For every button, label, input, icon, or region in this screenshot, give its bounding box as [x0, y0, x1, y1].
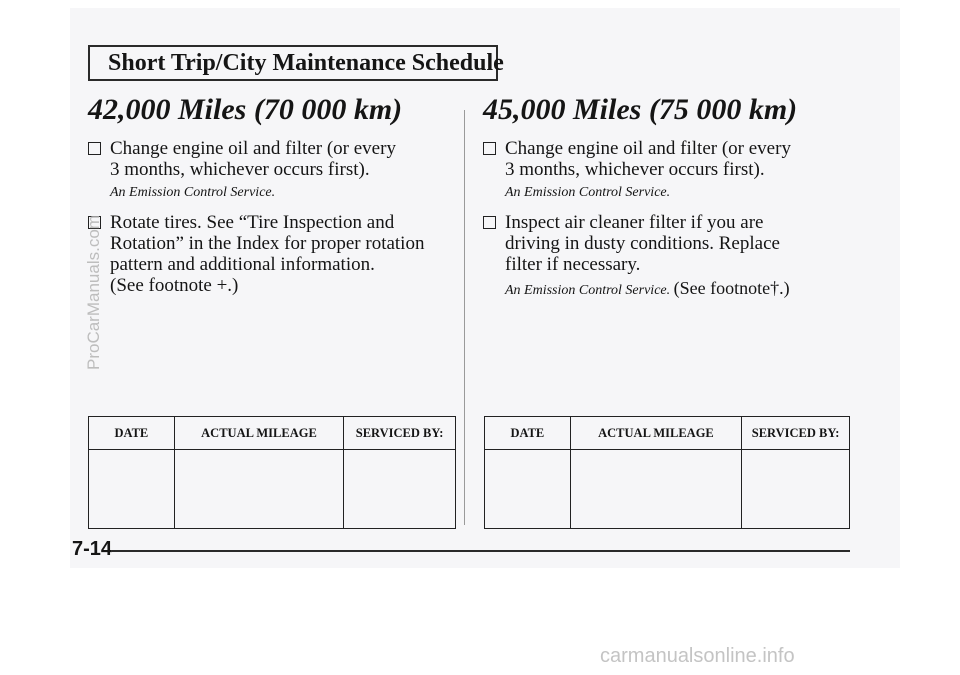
item-line: 3 months, whichever occurs first).	[110, 159, 370, 180]
item-line: Inspect air cleaner filter if you are	[505, 212, 764, 233]
date-cell[interactable]	[485, 450, 571, 529]
date-header: DATE	[89, 417, 175, 450]
checkbox-icon[interactable]	[483, 216, 496, 229]
item-line: (See footnote +.)	[110, 275, 239, 296]
item-line: Rotation” in the Index for proper rotation	[110, 233, 425, 254]
item-line: driving in dusty conditions. Replace	[505, 233, 780, 254]
left-item-tires	[88, 212, 448, 296]
serviced-by-header: SERVICED BY:	[742, 417, 850, 450]
mileage-cell[interactable]	[174, 450, 343, 529]
item-line: Rotate tires. See “Tire Inspection and	[110, 212, 395, 233]
left-item-oil	[88, 138, 448, 180]
right-service-record-table	[484, 416, 850, 529]
item-line: Change engine oil and filter (or every	[110, 138, 396, 159]
footnote-ref: (See footnote†.)	[673, 278, 790, 298]
page-number: 7-14	[72, 538, 113, 560]
checkbox-icon[interactable]	[483, 142, 496, 155]
mileage-cell[interactable]	[570, 450, 741, 529]
left-mileage-heading: 42,000 Miles (70 000 km)	[88, 93, 403, 126]
emission-note: An Emission Control Service.	[505, 185, 671, 200]
date-cell[interactable]	[89, 450, 175, 529]
emission-note-text: An Emission Control Service.	[505, 283, 671, 298]
actual-mileage-header: ACTUAL MILEAGE	[174, 417, 343, 450]
right-item-oil	[483, 138, 853, 180]
left-column	[88, 92, 448, 300]
side-watermark: ProCarManuals.com	[84, 215, 103, 370]
right-column	[483, 92, 853, 310]
left-service-record-table	[88, 416, 456, 529]
column-divider	[464, 110, 465, 525]
item-line: pattern and additional information.	[110, 254, 375, 275]
checkbox-icon[interactable]	[88, 142, 101, 155]
serviced-by-cell[interactable]	[344, 450, 456, 529]
bottom-watermark: carmanualsonline.info	[600, 645, 795, 667]
date-header: DATE	[485, 417, 571, 450]
item-line: 3 months, whichever occurs first).	[505, 159, 765, 180]
right-item-air-cleaner	[483, 212, 853, 275]
item-line: filter if necessary.	[505, 254, 641, 275]
serviced-by-cell[interactable]	[742, 450, 850, 529]
emission-note: An Emission Control Service.	[110, 185, 276, 200]
serviced-by-header: SERVICED BY:	[344, 417, 456, 450]
right-mileage-heading: 45,000 Miles (75 000 km)	[483, 93, 798, 126]
actual-mileage-header: ACTUAL MILEAGE	[570, 417, 741, 450]
section-title: Short Trip/City Maintenance Schedule	[88, 45, 498, 81]
footer-rule	[112, 550, 850, 552]
emission-note	[505, 279, 853, 300]
item-line: Change engine oil and filter (or every	[505, 138, 791, 159]
